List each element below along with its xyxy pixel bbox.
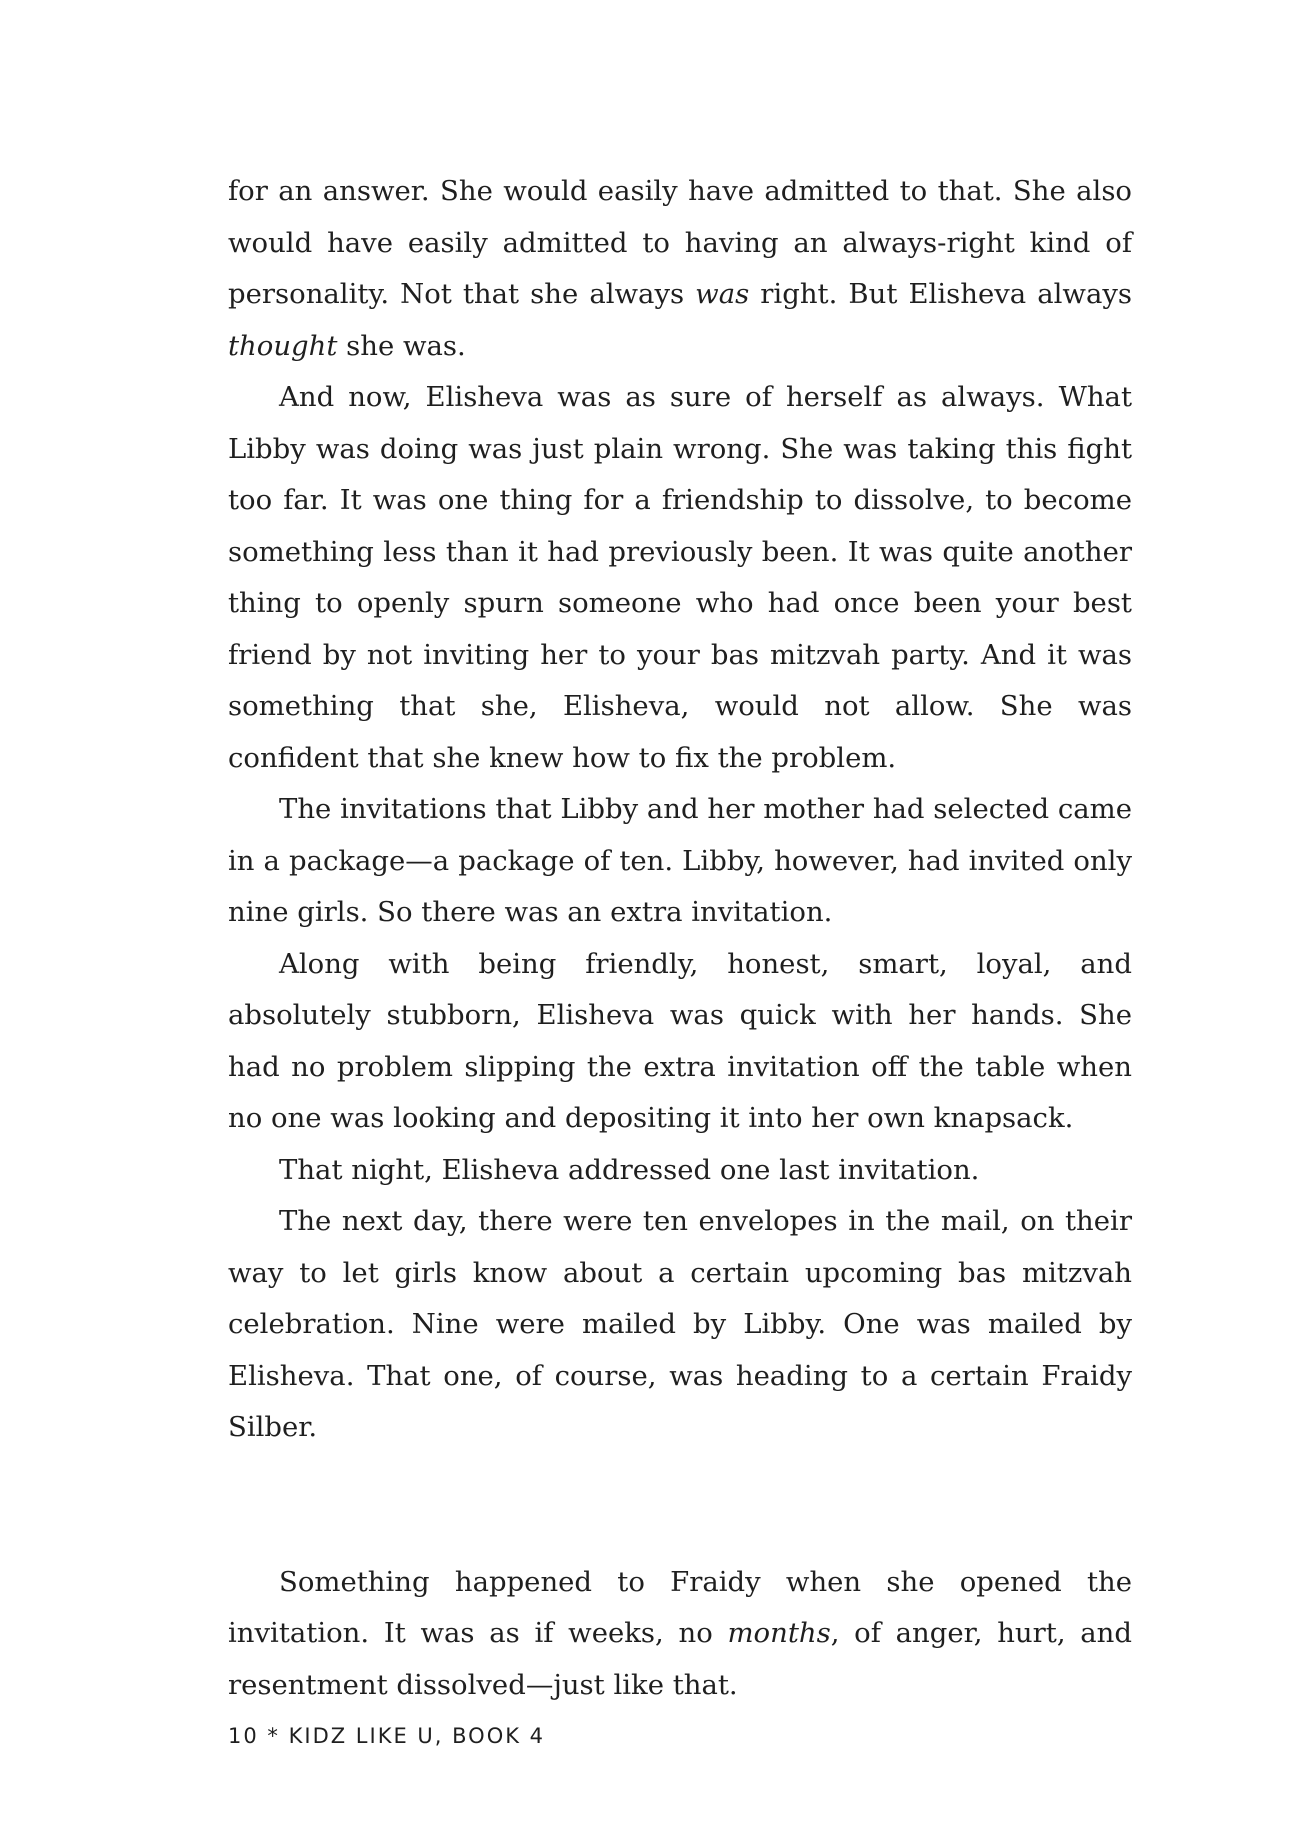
paragraph: [228, 372, 1132, 784]
page-footer: [228, 1724, 545, 1748]
paragraph: [228, 1196, 1132, 1454]
footer-separator: *: [267, 1724, 280, 1748]
text-run: The next day, there were ten envelopes in the mail, on their way to let girls know about a certain upcoming bas mitzvah celebration. Nine were mailed by Libby. One was mailed by Elisheva. That one, of course, was heading to a certain Fraidy Silber.: [228, 1205, 1132, 1443]
paragraph: [228, 939, 1132, 1145]
emphasized-text: thought: [228, 329, 338, 362]
section-break-ornament: [228, 1454, 1132, 1557]
paragraph: [228, 1557, 1132, 1712]
emphasized-text: months: [727, 1617, 831, 1649]
paragraph: [228, 784, 1132, 939]
text-run: Along with being friendly, honest, smart, loyal, and absolutely stubborn, Elisheva was quick with her hands. She had no problem slipping the extra invitation off the table when no one was looking and depositing it into her own knapsack.: [228, 947, 1132, 1134]
body-text: [228, 166, 1132, 1711]
emphasized-text: was: [695, 278, 750, 310]
text-run: The invitations that Libby and her mother had selected came in a package—a package of ten. Libby, however, had invited only nine girls. So there was an extra invitation.: [228, 793, 1132, 928]
text-run: right. But Elisheva always: [749, 278, 1132, 310]
text-run: for an answer. She would easily have admitted to that. She also would have easily admitted to having an always-right kind of personality. Not that she always: [228, 175, 1132, 310]
text-run: Something happened to Fraidy when she opened the invitation. It was as if weeks, no: [228, 1565, 1132, 1649]
text-run: she was.: [337, 329, 466, 362]
paragraph: [228, 166, 1132, 372]
text-run: That night, Elisheva addressed one last invitation.: [279, 1153, 980, 1186]
running-title: KIDZ LIKE U, BOOK 4: [288, 1724, 546, 1748]
text-run: , of anger, hurt, and resentment dissolved—just like that.: [228, 1617, 1132, 1701]
paragraph: [228, 1145, 1132, 1197]
page-number: 10: [228, 1724, 259, 1748]
text-run: And now, Elisheva was as sure of herself as always. What Libby was doing was just plain wrong. She was taking this fight too far. It was one thing for a friendship to dissolve, to become something less than it had previously been. It was quite another thing to openly spurn someone who had once been your best friend by not inviting her to your bas mitzvah party. And it was something that she, Elisheva, would not allow. She was confident that she knew how to fix the problem.: [228, 381, 1132, 774]
